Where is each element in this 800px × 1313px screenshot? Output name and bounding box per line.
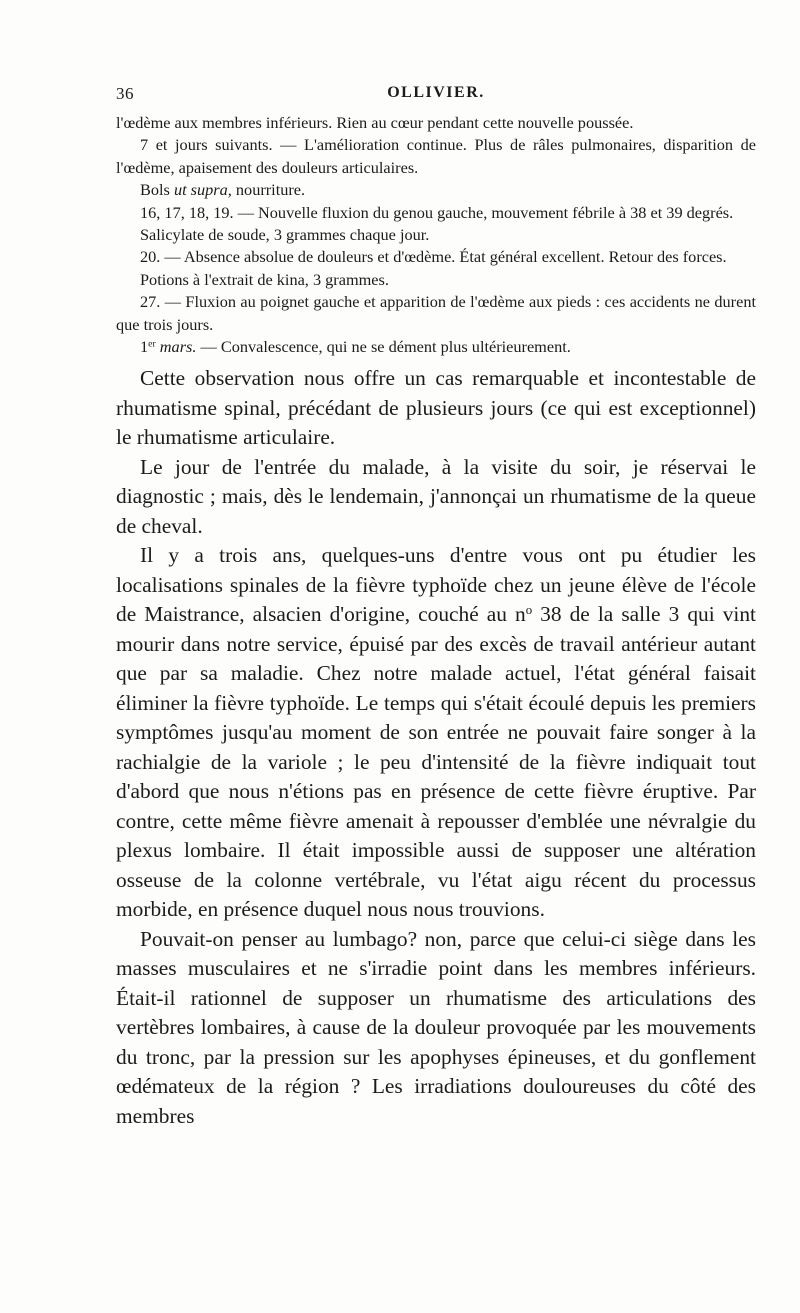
- date-mars: mars.: [155, 337, 197, 357]
- case-note: Potions à l'extrait de kina, 3 grammes.: [140, 269, 389, 289]
- body-paragraph: Il y a trois ans, quelques-uns d'entre vous ont pu étudier les localisations spinales de la fièvre typhoïde chez un jeune élève de l'école de Maistrance, alsacien d'origine, couché au $n^o$ 38 de la salle 3 qui vint mourir dans notre service, épuisé par des excès de travail antérieur autant que par sa maladie. Chez notre malade actuel, l'état général faisait éliminer la fièvre typhoïde. Le temps qui s'était écoulé depuis les premiers symptômes jusqu'au moment de son entrée ne pouvait faire songer à la rachialgie de la variole ; le peu d'intensité de la fièvre indiquait tout d'abord que nous n'étions pas en présence de cette fièvre éruptive. Par contre, cette même fièvre amenait à repousser d'emblée une névralgie du plexus lombaire. Il était impossible aussi de supposer une altération osseuse de la colonne vertébrale, vu l'état aigu récent du processus morbide, en présence duquel nous nous trouvions.: [116, 543, 756, 922]
- running-title: OLLIVIER.: [387, 84, 485, 101]
- case-notes: [116, 112, 756, 358]
- case-note: 20. — Absence absolue de douleurs et d'œdème. État général excellent. Retour des forces.: [140, 247, 727, 267]
- latin-phrase: ut supra,: [173, 180, 232, 200]
- body-paragraph: Le jour de l'entrée du malade, à la visite du soir, je réservai le diagnostic ; mais, dès le lendemain, j'annonçai un rhumatisme de la queue de cheval.: [116, 454, 756, 538]
- case-note: l'œdème aux membres inférieurs. Rien au cœur pendant cette nouvelle poussée.: [116, 113, 634, 132]
- case-note: Bols ut supra, nourriture.: [140, 180, 306, 200]
- case-note: 1er mars. — Convalescence, qui ne se dément plus ultérieurement.: [140, 337, 571, 357]
- body-paragraph: Cette observation nous offre un cas remarquable et incontestable de rhumatisme spinal, précédant de plusieurs jours (ce qui est exceptionnel) le rhumatisme articulaire.: [116, 366, 756, 450]
- body-paragraph: Pouvait-on penser au lumbago? non, parce que celui-ci siège dans les masses musculaires et ne s'irradie point dans les membres inférieurs. Était-il rationnel de supposer un rhumatisme des articulations des vertèbres lombaires, à cause de la douleur provoquée par les mouvements du tronc, par la pression sur les apophyses épineuses, et du gonflement œdémateux de la région ? Les irradiations douloureuses du côté des membres: [116, 926, 756, 1128]
- book-page: [116, 84, 756, 1131]
- case-note: Salicylate de soude, 3 grammes chaque jour.: [140, 225, 430, 245]
- case-note: 16, 17, 18, 19. — Nouvelle fluxion du genou gauche, mouvement fébrile à 38 et 39 degrés.: [140, 202, 734, 222]
- page-number: 36: [116, 84, 134, 103]
- commentary: [116, 364, 756, 1131]
- case-note: 27. — Fluxion au poignet gauche et apparition de l'œdème aux pieds : ces accidents ne durent que trois jours.: [116, 292, 756, 334]
- case-note: 7 et jours suivants. — L'amélioration continue. Plus de râles pulmonaires, disparition de l'œdème, apaisement des douleurs articulaires.: [116, 135, 756, 177]
- page-header: [116, 84, 756, 112]
